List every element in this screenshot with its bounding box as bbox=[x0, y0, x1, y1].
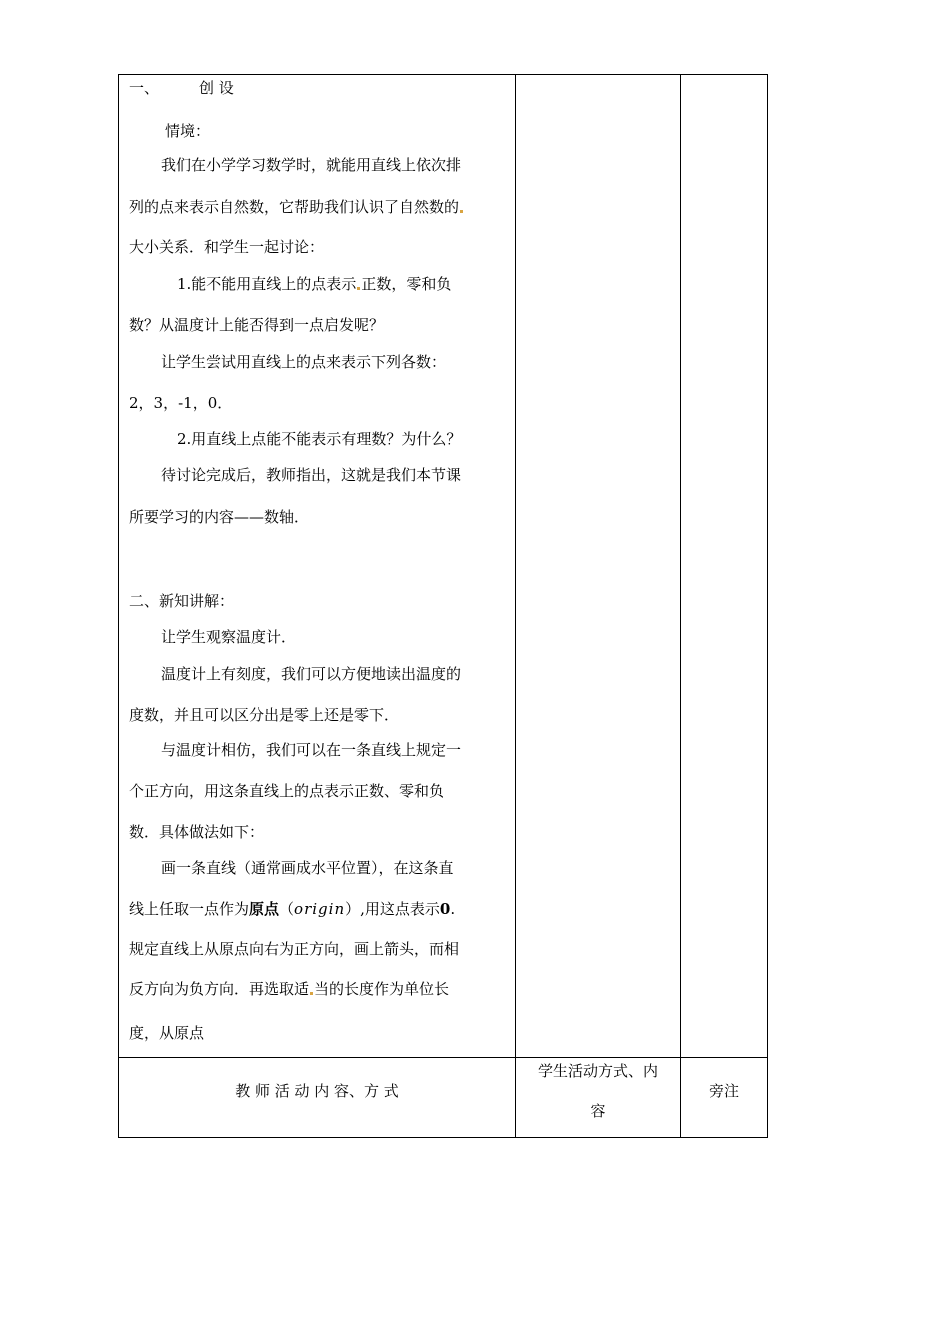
paragraph-line: 度，从原点 bbox=[129, 1024, 205, 1042]
mark-dot bbox=[310, 992, 313, 995]
section2-heading: 二、新知讲解： bbox=[129, 592, 235, 610]
paragraph-line: 待讨论完成后，教师指出，这就是我们本节课 bbox=[161, 466, 462, 484]
column-divider bbox=[680, 75, 681, 1137]
term-origin: 原点 bbox=[249, 900, 280, 918]
mark-dot bbox=[460, 210, 463, 213]
paragraph-line: 让学生观察温度计． bbox=[161, 628, 297, 646]
term-english: origin bbox=[294, 900, 346, 918]
paragraph-line bbox=[129, 899, 455, 919]
subheading: 情境： bbox=[165, 122, 211, 140]
text: 反方向为负方向．再选取适 bbox=[129, 980, 310, 998]
header-notes: 旁注 bbox=[708, 1082, 739, 1100]
text: 正数，零和负 bbox=[361, 275, 452, 293]
heading-number: 一、 bbox=[129, 79, 160, 97]
header-line: 学生活动方式、内 bbox=[537, 1062, 658, 1080]
text: 1.能不能用直线上的点表示 bbox=[177, 275, 357, 293]
question-1 bbox=[177, 274, 451, 294]
text: ）,用这点表示 bbox=[345, 900, 440, 918]
paragraph-line bbox=[129, 197, 464, 217]
paragraph-line: 度数，并且可以区分出是零上还是零下． bbox=[129, 706, 400, 724]
paragraph-line: 我们在小学学习数学时，就能用直线上依次排 bbox=[161, 156, 462, 174]
header-teacher-activity: 教 师 活 动 内 容、方 式 bbox=[235, 1082, 399, 1100]
paragraph-line: 规定直线上从原点向右为正方向，画上箭头，而相 bbox=[129, 940, 460, 958]
section1-heading bbox=[129, 78, 234, 98]
paragraph-line: 大小关系．和学生一起讨论： bbox=[129, 238, 325, 256]
zero-value: 0 bbox=[439, 900, 451, 918]
paragraph-line: 数．具体做法如下： bbox=[129, 823, 265, 841]
paragraph-line: 个正方向，用这条直线上的点表示正数、零和负 bbox=[129, 782, 445, 800]
paragraph-line bbox=[129, 979, 449, 999]
number-list: 2，3，-1，0． bbox=[129, 394, 233, 412]
paragraph-line: 画一条直线（通常画成水平位置），在这条直 bbox=[161, 859, 454, 877]
question-2: 2.用直线上点能不能表示有理数？为什么？ bbox=[177, 430, 462, 448]
header-student-activity bbox=[516, 1061, 680, 1121]
text: . bbox=[450, 900, 456, 918]
text: 列的点来表示自然数，它帮助我们认识了自然数的 bbox=[129, 198, 460, 216]
row-divider bbox=[119, 1057, 767, 1058]
heading-title: 创 设 bbox=[199, 79, 234, 97]
text: 线上任取一点作为 bbox=[129, 900, 250, 918]
text: （ bbox=[279, 900, 295, 918]
paragraph-line: 让学生尝试用直线上的点来表示下列各数： bbox=[161, 353, 447, 371]
paragraph-line: 温度计上有刻度，我们可以方便地读出温度的 bbox=[161, 665, 462, 683]
column-divider bbox=[515, 75, 516, 1137]
text: 当的长度作为单位长 bbox=[314, 980, 450, 998]
header-line: 容 bbox=[590, 1102, 606, 1120]
lesson-table bbox=[118, 74, 768, 1138]
mark-dot bbox=[357, 287, 360, 290]
paragraph-line: 所要学习的内容——数轴． bbox=[129, 508, 310, 526]
paragraph-line: 与温度计相仿，我们可以在一条直线上规定一 bbox=[161, 741, 462, 759]
paragraph-line: 数？从温度计上能否得到一点启发呢？ bbox=[129, 316, 385, 334]
